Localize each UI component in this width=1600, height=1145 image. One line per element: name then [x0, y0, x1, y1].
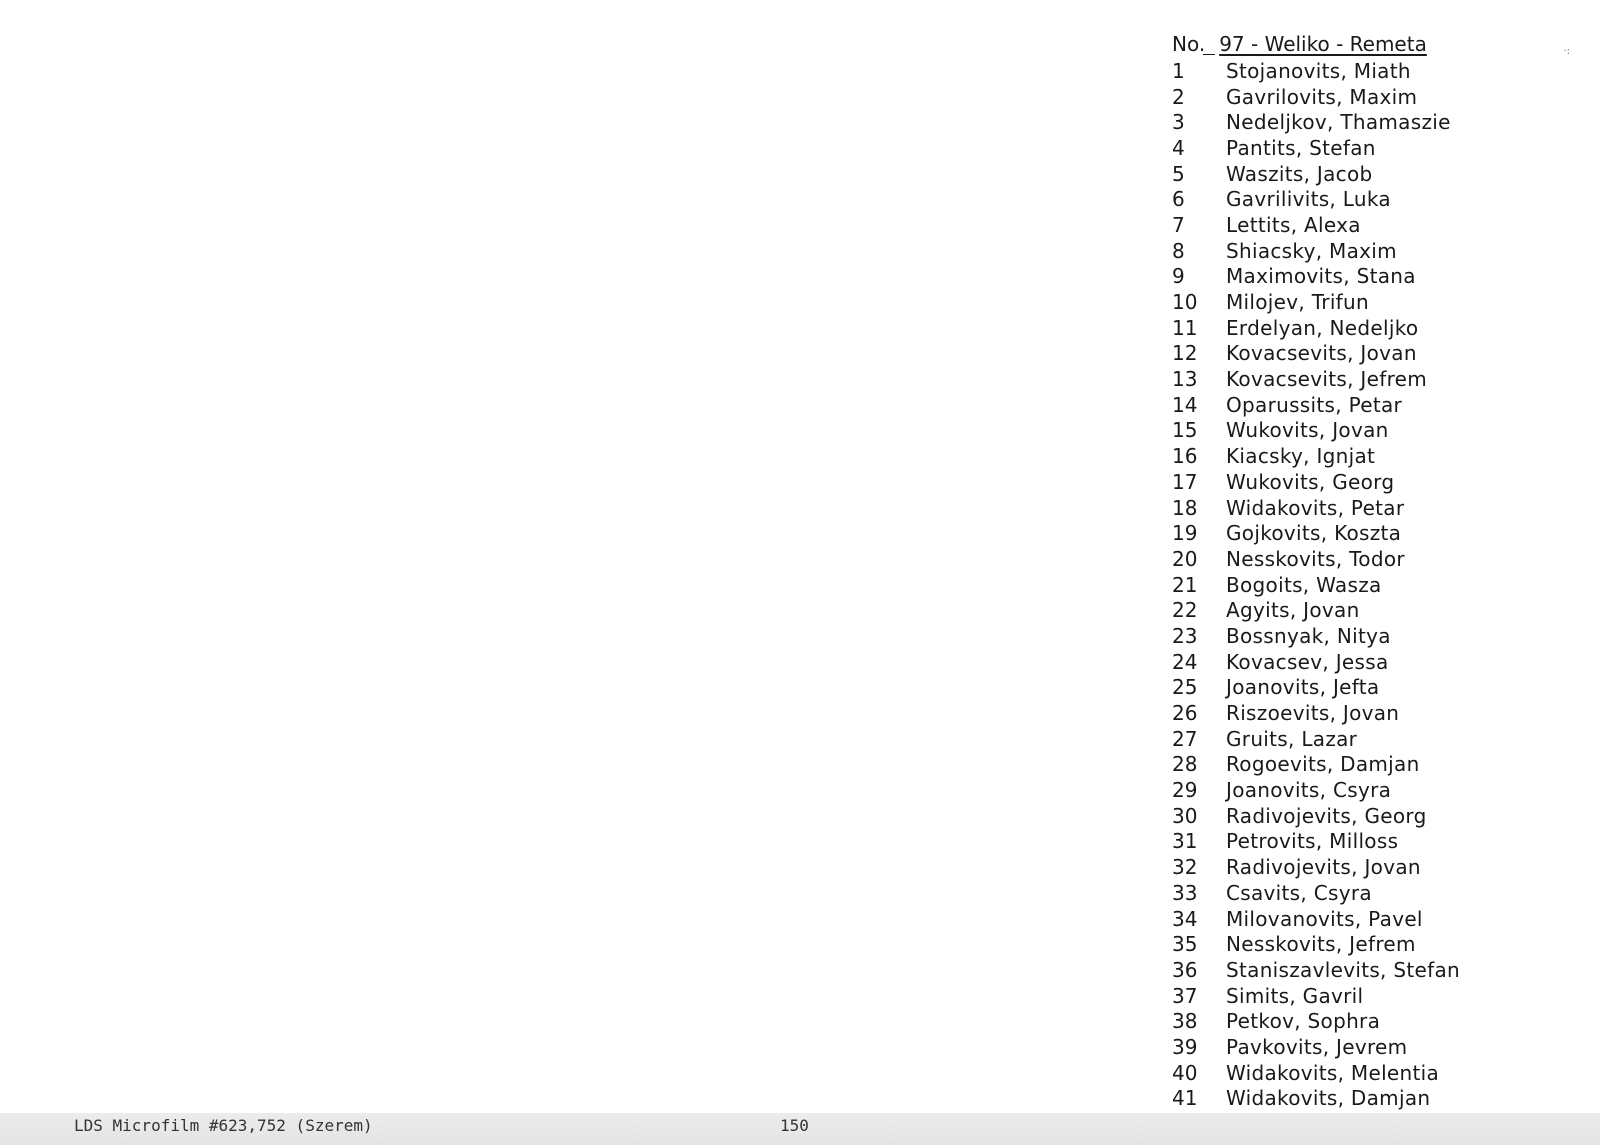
list-item [1172, 854, 1460, 880]
entry-number: 14 [1172, 392, 1198, 417]
entry-name: Gruits, Lazar [1226, 726, 1358, 751]
entry-number: 20 [1172, 546, 1198, 571]
entry-number: 34 [1172, 906, 1198, 931]
list-item [1172, 520, 1460, 546]
entry-number: 25 [1172, 675, 1198, 700]
entry-name: Wukovits, Georg [1226, 469, 1395, 494]
list-item [1172, 829, 1460, 855]
header-underline-spacer [1203, 54, 1215, 55]
entry-name: Oparussits, Petar [1226, 392, 1403, 417]
entry-number: 27 [1172, 726, 1198, 751]
entry-number: 29 [1172, 778, 1198, 803]
list-item [1172, 931, 1460, 957]
list-item [1172, 418, 1460, 444]
list-item [1172, 1034, 1460, 1060]
entry-name: Bossnyak, Nitya [1226, 623, 1391, 648]
entry-name: Petrovits, Milloss [1226, 829, 1399, 854]
list-item [1172, 906, 1460, 932]
entry-number: 18 [1172, 495, 1198, 520]
list-item [1172, 469, 1460, 495]
footer-page-number: 150 [780, 1116, 809, 1135]
entry-number: 36 [1172, 957, 1198, 982]
list-item [1172, 264, 1460, 290]
list-item [1172, 546, 1460, 572]
entry-number: 21 [1172, 572, 1198, 597]
entry-number: 19 [1172, 521, 1198, 546]
list-item [1172, 880, 1460, 906]
entry-name: Gavrilovits, Maxim [1226, 84, 1418, 109]
entry-name: Maximovits, Stana [1226, 264, 1416, 289]
entry-number: 7 [1172, 212, 1185, 237]
list-item [1172, 443, 1460, 469]
entry-name: Bogoits, Wasza [1226, 572, 1382, 597]
entry-name: Wukovits, Jovan [1226, 418, 1389, 443]
entry-number: 16 [1172, 444, 1198, 469]
entry-name: Simits, Gavril [1226, 983, 1364, 1008]
list-item [1172, 777, 1460, 803]
entry-number: 5 [1172, 161, 1185, 186]
entry-number: 41 [1172, 1086, 1198, 1111]
entry-number: 38 [1172, 1009, 1198, 1034]
list-item [1172, 315, 1460, 341]
entry-name: Radivojevits, Jovan [1226, 855, 1421, 880]
list-item [1172, 392, 1460, 418]
entry-name: Kovacsevits, Jefrem [1226, 367, 1428, 392]
entry-number: 35 [1172, 932, 1198, 957]
list-item [1172, 289, 1460, 315]
list-item [1172, 1060, 1460, 1086]
entry-name: Shiacsky, Maxim [1226, 238, 1397, 263]
list-item [1172, 161, 1460, 187]
entry-name: Nesskovits, Jefrem [1226, 932, 1416, 957]
list-item [1172, 109, 1460, 135]
entry-name: Milovanovits, Pavel [1226, 906, 1423, 931]
entry-name: Gojkovits, Koszta [1226, 521, 1402, 546]
entry-number: 2 [1172, 84, 1185, 109]
entry-number: 24 [1172, 649, 1198, 674]
entry-name: Staniszavlevits, Stefan [1226, 957, 1460, 982]
entry-name: Pavkovits, Jevrem [1226, 1034, 1408, 1059]
entry-number: 3 [1172, 110, 1185, 135]
entry-name: Joanovits, Csyra [1226, 778, 1392, 803]
entry-name: Erdelyan, Nedeljko [1226, 315, 1419, 340]
entry-name: Widakovits, Melentia [1226, 1060, 1440, 1085]
entry-number: 31 [1172, 829, 1198, 854]
entry-name: Petkov, Sophra [1226, 1009, 1381, 1034]
entry-number: 4 [1172, 135, 1185, 160]
entry-name: Waszits, Jacob [1226, 161, 1373, 186]
entry-number: 11 [1172, 315, 1198, 340]
entry-name: Riszoevits, Jovan [1226, 701, 1400, 726]
list-item [1172, 649, 1460, 675]
entry-number: 6 [1172, 187, 1185, 212]
list-item [1172, 84, 1460, 110]
entry-name: Nedeljkov, Thamaszie [1226, 110, 1451, 135]
entry-number: 33 [1172, 880, 1198, 905]
entry-number: 28 [1172, 752, 1198, 777]
list-item [1172, 623, 1460, 649]
header-prefix: No. [1172, 32, 1206, 56]
list-item [1172, 983, 1460, 1009]
entry-name: Csavits, Csyra [1226, 880, 1372, 905]
entry-name: Agyits, Jovan [1226, 598, 1360, 623]
entry-name: Milojev, Trifun [1226, 290, 1369, 315]
list-item [1172, 135, 1460, 161]
entry-name: Rogoevits, Damjan [1226, 752, 1420, 777]
entry-number: 10 [1172, 290, 1198, 315]
entry-name: Pantits, Stefan [1226, 135, 1376, 160]
entry-name: Kovacsevits, Jovan [1226, 341, 1417, 366]
entry-number: 30 [1172, 803, 1198, 828]
entry-number: 12 [1172, 341, 1198, 366]
list-item [1172, 58, 1460, 84]
list-item [1172, 675, 1460, 701]
list-item [1172, 803, 1460, 829]
entry-name: Stojanovits, Miath [1226, 58, 1411, 83]
list-item [1172, 726, 1460, 752]
entry-number: 1 [1172, 58, 1185, 83]
entry-number: 26 [1172, 701, 1198, 726]
entry-number: 22 [1172, 598, 1198, 623]
list-item [1172, 341, 1460, 367]
entry-name: Widakovits, Damjan [1226, 1086, 1431, 1111]
entry-name: Kiacsky, Ignjat [1226, 444, 1376, 469]
entry-number: 9 [1172, 264, 1185, 289]
list-item [1172, 238, 1460, 264]
list-item [1172, 700, 1460, 726]
list-item [1172, 212, 1460, 238]
list-item [1172, 752, 1460, 778]
entry-number: 40 [1172, 1060, 1198, 1085]
list-item [1172, 1008, 1460, 1034]
entry-name: Joanovits, Jefta [1226, 675, 1380, 700]
entry-name: Kovacsev, Jessa [1226, 649, 1389, 674]
entry-number: 39 [1172, 1034, 1198, 1059]
entry-number: 32 [1172, 855, 1198, 880]
entry-number: 23 [1172, 623, 1198, 648]
header-title: 97 - Weliko - Remeta [1219, 32, 1427, 56]
entry-number: 13 [1172, 367, 1198, 392]
list-item [1172, 597, 1460, 623]
name-roster [1172, 58, 1460, 1111]
entry-number: 17 [1172, 469, 1198, 494]
footer-source: LDS Microfilm #623,752 (Szerem) [74, 1116, 373, 1135]
entry-name: Lettits, Alexa [1226, 212, 1361, 237]
entry-name: Radivojevits, Georg [1226, 803, 1427, 828]
list-item [1172, 957, 1460, 983]
entry-name: Nesskovits, Todor [1226, 546, 1405, 571]
list-item [1172, 495, 1460, 521]
entry-number: 8 [1172, 238, 1185, 263]
list-item [1172, 1086, 1460, 1112]
entry-number: 37 [1172, 983, 1198, 1008]
entry-name: Widakovits, Petar [1226, 495, 1405, 520]
entry-number: 15 [1172, 418, 1198, 443]
list-item [1172, 572, 1460, 598]
list-item [1172, 186, 1460, 212]
scan-artifact: ·: [1563, 46, 1570, 57]
list-header [1172, 32, 1427, 57]
entry-name: Gavrilivits, Luka [1226, 187, 1391, 212]
list-item [1172, 366, 1460, 392]
